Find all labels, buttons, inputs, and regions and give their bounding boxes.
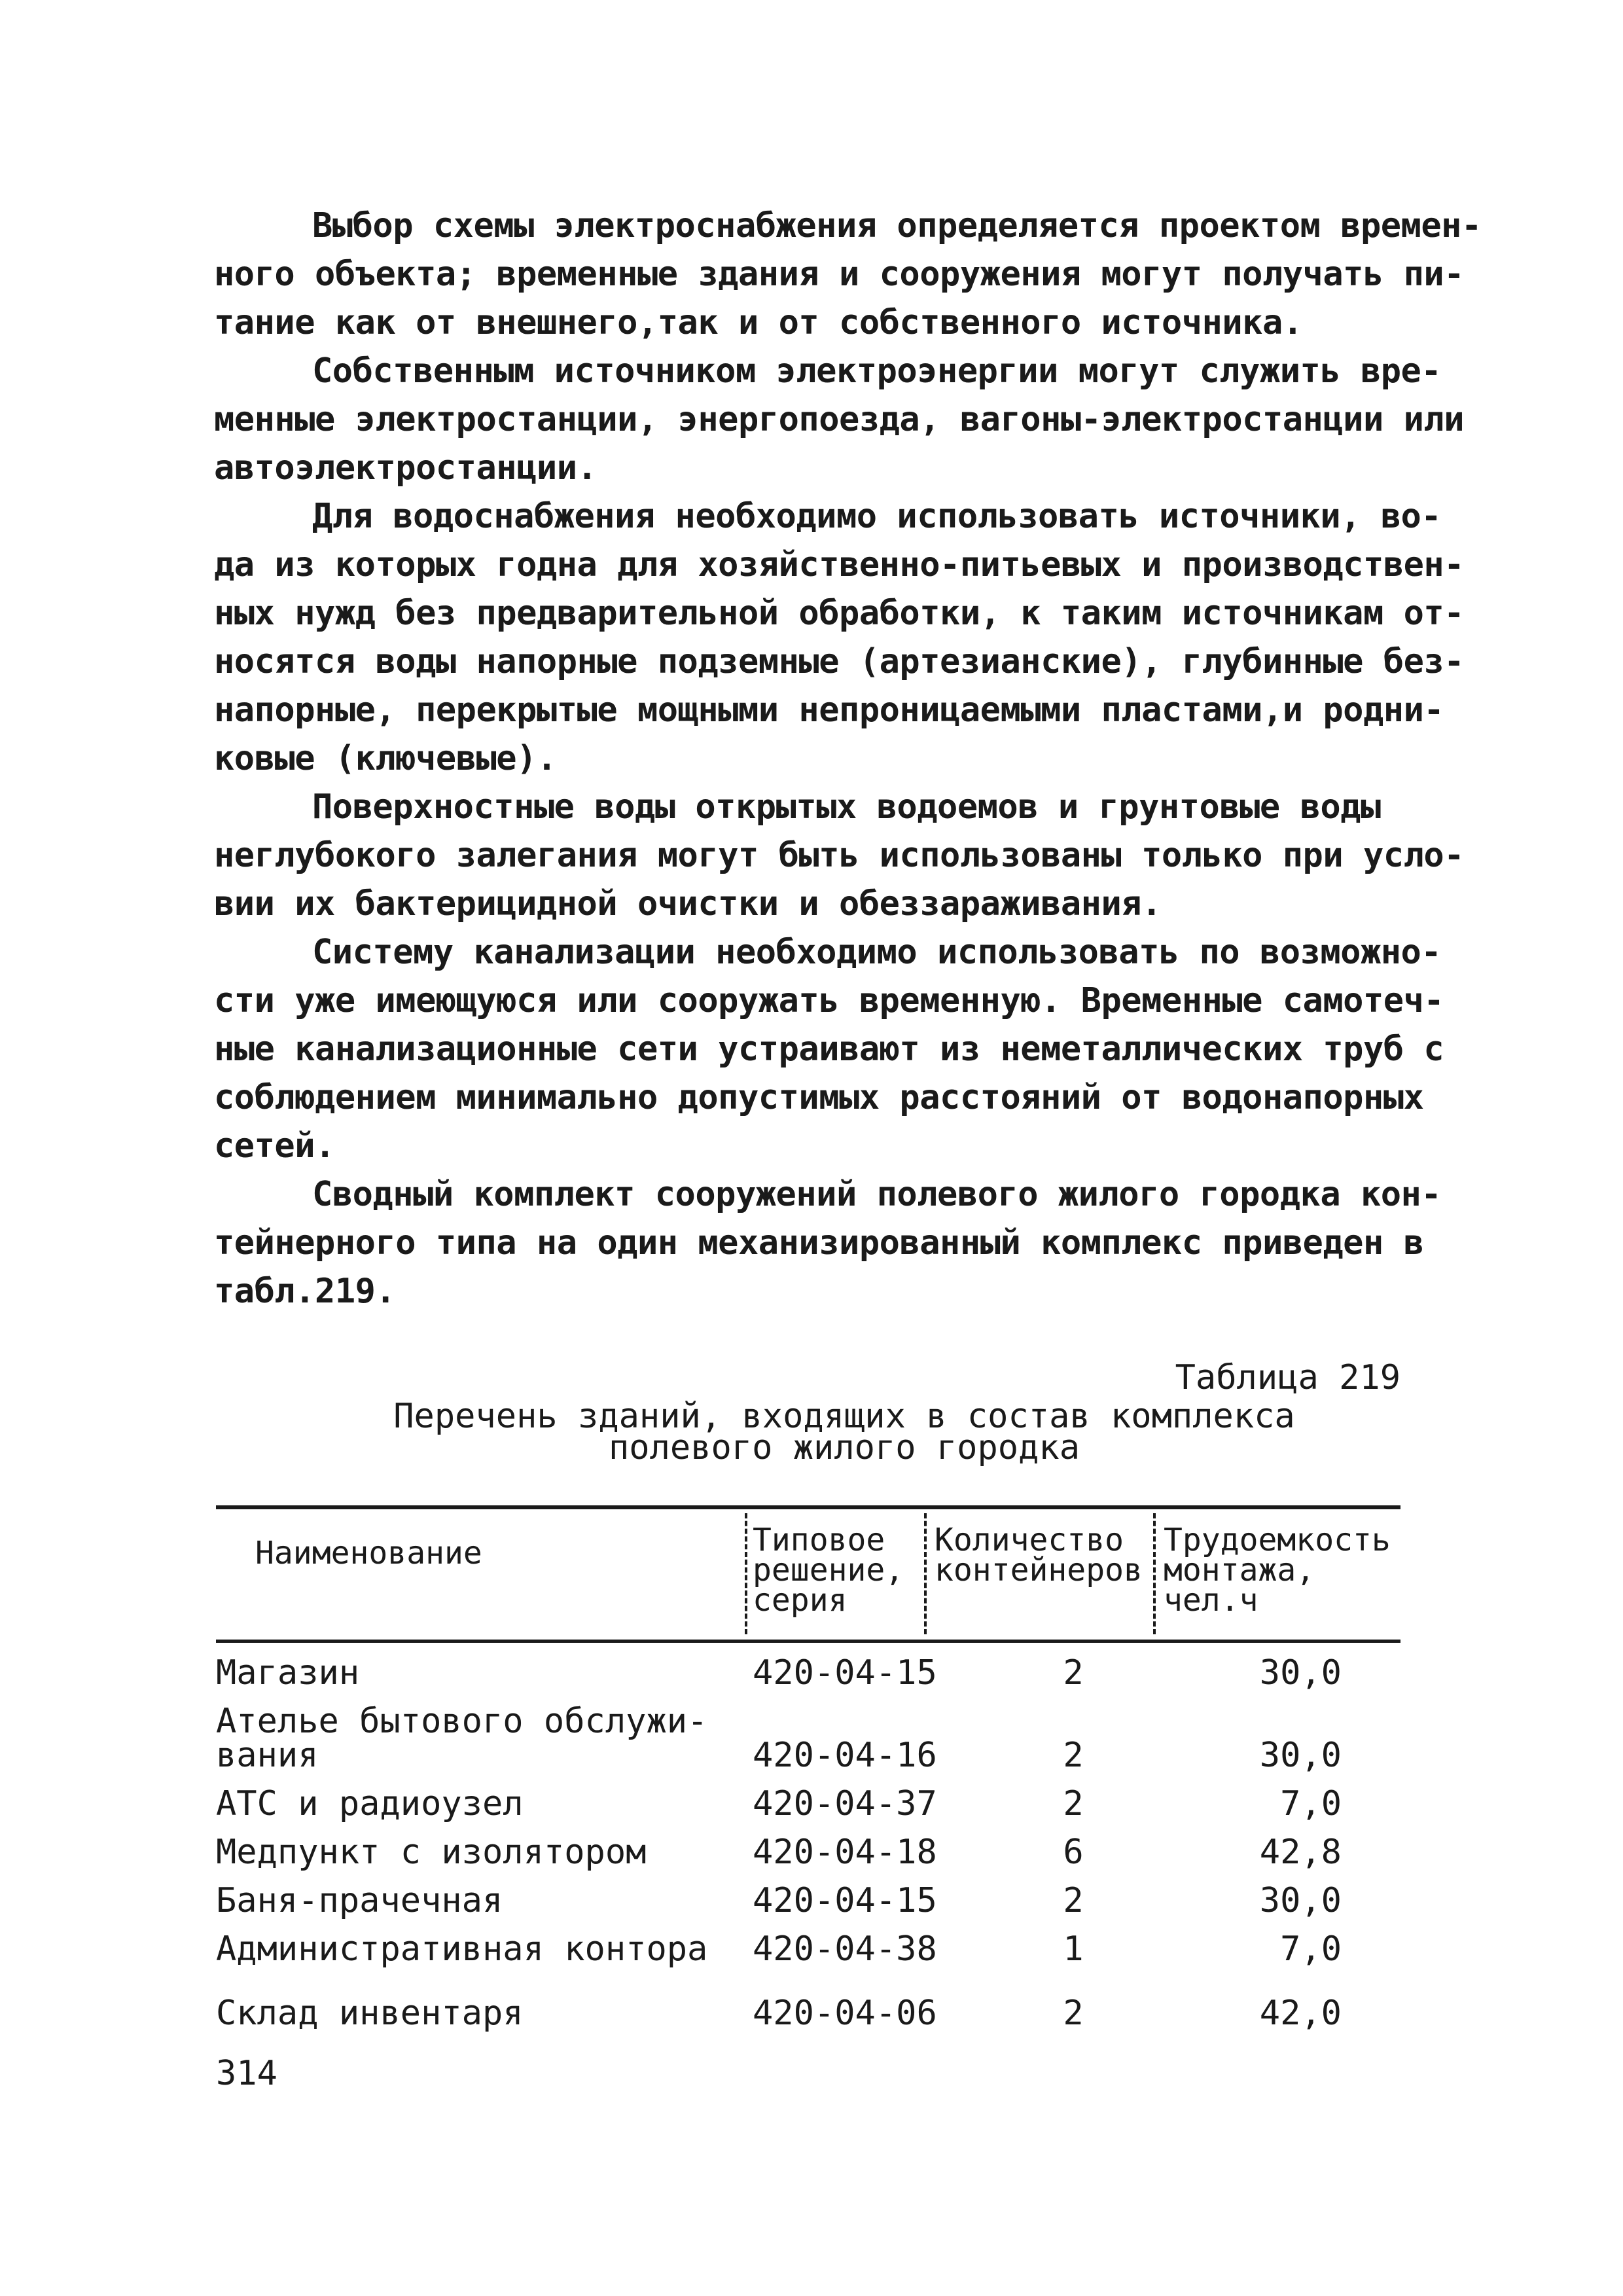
cell-labor: 7,0 — [1280, 1929, 1342, 1969]
cell-name: Склад инвентаря — [216, 1994, 524, 2033]
header-series: Типовое решение, серия — [753, 1522, 904, 1619]
table-row — [216, 1653, 1400, 1704]
table-number-label: Таблица 219 — [1175, 1358, 1400, 1397]
cell-labor: 30,0 — [1259, 1881, 1342, 1920]
column-separator — [745, 1513, 747, 1634]
cell-count: 2 — [1063, 1653, 1084, 1693]
cell-name: Медпункт с изолятором — [216, 1833, 647, 1872]
table-body — [216, 1653, 1400, 2045]
paragraph-surface-water: Поверхностные воды открытых водоемов и грунтовые воды неглубокого залегания могут быть использованы только при усло- вии их бактерицидной очистки и обеззараживания. — [214, 787, 1465, 924]
cell-count: 2 — [1063, 1994, 1084, 2033]
cell-series: 420-04-37 — [753, 1784, 937, 1823]
cell-count: 1 — [1063, 1929, 1084, 1969]
paragraph-own-source: Собственным источником электроэнергии могут служить вре- менные электростанции, энергопоезда, вагоны-электростанции или автоэлектростанции. — [214, 351, 1465, 488]
table-top-rule — [216, 1505, 1400, 1509]
cell-name: Магазин — [216, 1653, 360, 1693]
paragraph-power-supply: Выбор схемы электроснабжения определяется проектом времен- ного объекта; временные здания и сооружения могут получать пи- тание как от внешнего,так и от собственного источника. — [214, 206, 1482, 342]
cell-series: 420-04-16 — [753, 1736, 937, 1775]
cell-series: 420-04-15 — [753, 1881, 937, 1920]
cell-count: 2 — [1063, 1784, 1084, 1823]
header-labor: Трудоемкость монтажа, чел.ч — [1164, 1522, 1391, 1619]
cell-labor: 30,0 — [1259, 1653, 1342, 1693]
cell-name: АТС и радиоузел — [216, 1784, 524, 1823]
column-separator — [924, 1513, 927, 1634]
page-number: 314 — [216, 2054, 277, 2093]
cell-series: 420-04-38 — [753, 1929, 937, 1969]
table-caption: Перечень зданий, входящих в состав комплекса полевого жилого городка — [393, 1397, 1295, 1467]
table-header-rule — [216, 1640, 1400, 1643]
cell-series: 420-04-15 — [753, 1653, 937, 1693]
cell-labor: 42,0 — [1259, 1994, 1342, 2033]
column-separator — [1153, 1513, 1156, 1634]
cell-labor: 42,8 — [1259, 1833, 1342, 1872]
cell-count: 2 — [1063, 1736, 1084, 1775]
table-row — [216, 1929, 1400, 1981]
cell-count: 6 — [1063, 1833, 1084, 1872]
header-count: Количество контейнеров — [935, 1522, 1143, 1588]
table-row — [216, 1881, 1400, 1932]
table-row — [216, 1704, 1400, 1787]
cell-labor: 30,0 — [1259, 1736, 1342, 1775]
cell-name: Ателье бытового обслужи- вания — [216, 1702, 708, 1775]
cell-count: 2 — [1063, 1881, 1084, 1920]
cell-name: Баня-прачечная — [216, 1881, 503, 1920]
header-name: Наименование — [255, 1535, 482, 1571]
cell-name: Административная контора — [216, 1929, 708, 1969]
cell-series: 420-04-06 — [753, 1994, 937, 2033]
body-text — [214, 202, 1497, 1316]
paragraph-water-supply: Для водоснабжения необходимо использовать источники, во- да из которых годна для хозяйственно-питьевых и производствен- ных нужд без предварительной обработки, к таким источникам от- носятся воды напорные подземные (артезианские), глубинные без- напорные, перекрытые мощными непроницаемыми пластами,и родни- ковые (ключевые). — [214, 497, 1465, 778]
table-row — [216, 1835, 1400, 1884]
table-row — [216, 1784, 1400, 1835]
paragraph-summary-set: Сводный комплект сооружений полевого жилого городка кон- тейнерного типа на один механизированный комплекс приведен в табл.219. — [214, 1175, 1442, 1311]
cell-series: 420-04-18 — [753, 1833, 937, 1872]
paragraph-sewerage: Систему канализации необходимо использовать по возможно- сти уже имеющуюся или сооружать временную. Временные самотеч- ные канализационные сети устраивают из неметаллических труб с соблюдением минимально допустимых расстояний от водонапорных сетей. — [214, 933, 1444, 1166]
table-row — [216, 1981, 1400, 2045]
cell-labor: 7,0 — [1280, 1784, 1342, 1823]
